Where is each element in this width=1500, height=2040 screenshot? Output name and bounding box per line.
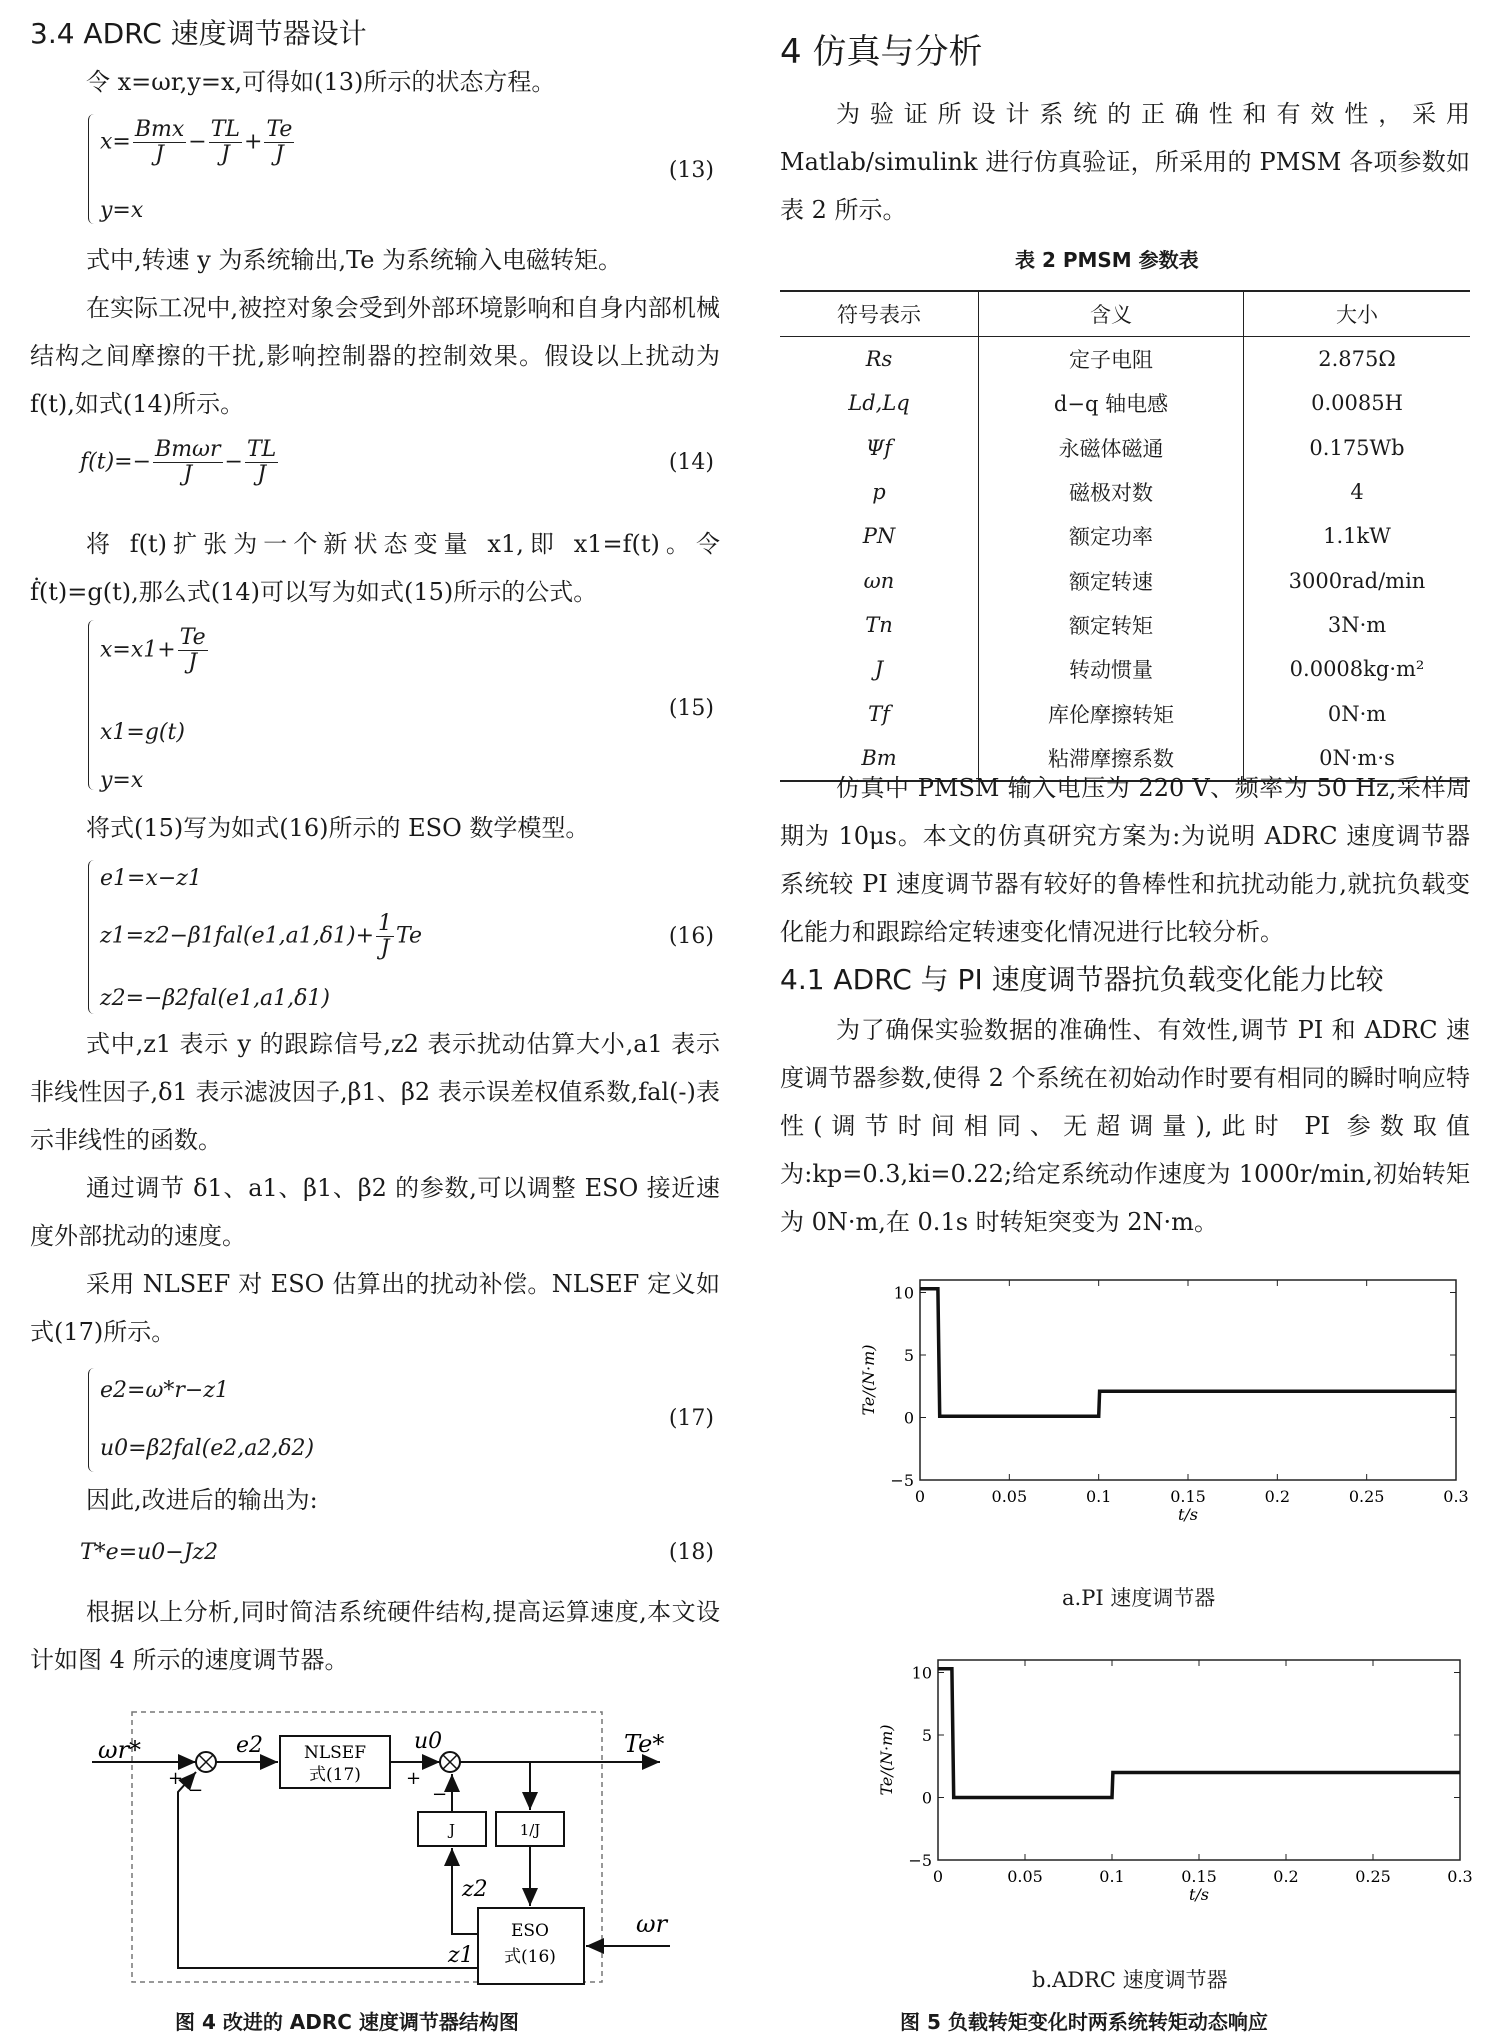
paragraph-9: 因此,改进后的输出为: <box>86 1486 318 1514</box>
fig4-eso-block <box>478 1908 584 1984</box>
fig4-z1-label: z1 <box>448 1943 474 1968</box>
y-tick-label: 0 <box>921 1788 932 1808</box>
fig5-caption: 图 5 负载转矩变化时两系统转矩动态响应 <box>900 2010 1268 2034</box>
paragraph-7: 通过调节 δ1、a1、β1、β2 的参数,可以调整 ESO 接近速度外部扰动的速度。 <box>30 1174 720 1250</box>
svg-text:NLSEF: NLSEF <box>303 1743 367 1763</box>
y-tick-label: 5 <box>903 1346 914 1365</box>
table-row: Rs 定子电阻 2.875Ω <box>780 337 1470 382</box>
x-axis-label: t/s <box>1177 1505 1199 1524</box>
pmsm-param-table <box>780 290 1470 782</box>
x-tick-label: 0.2 <box>1273 1867 1299 1886</box>
paragraph-4: 将 f(t)扩张为一个新状态变量 x1,即 x1=f(t)。令 ḟ(t)=g(t),那么式(14)可以写为如式(15)所示的公式。 <box>30 530 720 606</box>
x-tick-label: 0.1 <box>1085 1487 1112 1506</box>
fig5b-chart <box>820 1646 1473 1946</box>
svg-text:−: − <box>432 1784 448 1805</box>
table-row: Tf 库伦摩擦转矩 0N·m <box>780 691 1470 735</box>
svg-text:+: + <box>406 1768 422 1789</box>
paragraph-3: 在实际工况中,被控对象会受到外部环境影响和自身内部机械结构之间摩擦的干扰,影响控制器的控制效果。假设以上扰动为 f(t),如式(14)所示。 <box>30 294 720 418</box>
table-header-symbol: 符号表示 <box>780 291 979 337</box>
x-tick-label: 0.15 <box>1170 1487 1206 1506</box>
table-row: p 磁极对数 4 <box>780 470 1470 514</box>
x-axis-label: t/s <box>1188 1885 1210 1904</box>
plot-area <box>920 1280 1456 1480</box>
table-row: Ψf 永磁体磁通 0.175Wb <box>780 426 1470 470</box>
y-axis-label: Te/(N·m) <box>859 1344 878 1416</box>
paragraph-10: 根据以上分析,同时简洁系统硬件结构,提高运算速度,本文设计如图 4 所示的速度调节器。 <box>30 1598 720 1674</box>
x-tick-label: 0.15 <box>1181 1867 1217 1886</box>
paragraph-r2: 仿真中 PMSM 输入电压为 220 V、频率为 50 Hz,采样周期为 10μs。本文的仿真研究方案为:为说明 ADRC 速度调节器系统较 PI 速度调节器有较好的鲁棒性和抗扰动能力,就抗负载变化能力和跟踪给定转速变化情况进行比较分析。 <box>780 774 1470 946</box>
section-heading-4: 4 仿真与分析 <box>780 32 983 72</box>
y-tick-label: 10 <box>911 1663 932 1683</box>
y-tick-label: −5 <box>908 1851 932 1870</box>
x-tick-label: 0.25 <box>1355 1867 1391 1886</box>
paragraph-r1: 为验证所设计系统的正确性和有效性，采用 Matlab/simulink 进行仿真验证，所采用的 PMSM 各项参数如表 2 所示。 <box>780 100 1470 224</box>
fig4-wr-label: ωr <box>636 1910 668 1938</box>
table-row: J 转动惯量 0.0008kg·m² <box>780 647 1470 691</box>
table-row: Ld,Lq d−q 轴电感 0.0085H <box>780 381 1470 425</box>
table-header-meaning: 含义 <box>979 291 1244 337</box>
paragraph-8: 采用 NLSEF 对 ESO 估算出的扰动补偿。NLSEF 定义如式(17)所示。 <box>30 1270 720 1346</box>
fig4-e2-label: e2 <box>236 1733 264 1758</box>
fig5a-chart <box>820 1266 1470 1566</box>
svg-text:1/J: 1/J <box>519 1821 541 1839</box>
svg-text:式(17): 式(17) <box>309 1765 361 1785</box>
fig5b-caption: b.ADRC 速度调节器 <box>1032 1968 1228 1992</box>
x-tick-label: 0.3 <box>1447 1867 1473 1886</box>
x-tick-label: 0 <box>932 1867 944 1886</box>
fig4-input-label: ωr* <box>98 1736 142 1764</box>
x-tick-label: 0.1 <box>1099 1867 1125 1886</box>
table-row: ωn 额定转速 3000rad/min <box>780 558 1470 602</box>
y-tick-label: 10 <box>893 1283 914 1303</box>
fig4-caption: 图 4 改进的 ADRC 速度调节器结构图 <box>175 2010 519 2034</box>
fig4-block-diagram <box>30 1700 720 2000</box>
svg-text:−: − <box>188 1780 204 1801</box>
section-heading-3-4: 3.4 ADRC 速度调节器设计 <box>30 17 367 50</box>
table2-caption: 表 2 PMSM 参数表 <box>1015 248 1199 272</box>
svg-text:式(16): 式(16) <box>504 1947 556 1967</box>
y-tick-label: 5 <box>921 1726 932 1745</box>
y-tick-label: −5 <box>890 1471 914 1490</box>
fig4-u0-label: u0 <box>414 1729 443 1754</box>
y-axis-label: Te/(N·m) <box>877 1724 896 1796</box>
fig4-z2-label: z2 <box>462 1877 488 1902</box>
svg-text:J: J <box>448 1821 456 1839</box>
paragraph-2: 式中,转速 y 为系统输出,Te 为系统输入电磁转矩。 <box>86 246 623 274</box>
svg-text:ESO: ESO <box>511 1921 549 1941</box>
x-tick-label: 0 <box>914 1487 926 1506</box>
paragraph-6: 式中,z1 表示 y 的跟踪信号,z2 表示扰动估算大小,a1 表示非线性因子,δ1 表示滤波因子,β1、β2 表示误差权值系数,fal(-)表示非线性的函数。 <box>30 1030 720 1154</box>
table-header-value: 大小 <box>1244 291 1471 337</box>
table-row: Bm 粘滞摩擦系数 0N·m·s <box>780 736 1470 781</box>
section-heading-4-1: 4.1 ADRC 与 PI 速度调节器抗负载变化能力比较 <box>780 963 1384 996</box>
paragraph-1: 令 x=ωr,y=x,可得如(13)所示的状态方程。 <box>86 68 556 96</box>
table-row: Tn 额定转矩 3N·m <box>780 603 1470 647</box>
x-tick-label: 0.3 <box>1443 1487 1469 1506</box>
x-tick-label: 0.05 <box>991 1487 1028 1506</box>
fig5a-caption: a.PI 速度调节器 <box>1062 1586 1216 1610</box>
paragraph-r3: 为了确保实验数据的准确性、有效性,调节 PI 和 ADRC 速度调节器参数,使得 2 个系统在初始动作时要有相同的瞬时响应特性(调节时间相同、无超调量),此时 PI 参数取值为:kp=0.3,ki=0.22;给定系统动作速度为 1000r/min,初始转矩为 0N·m,在 0.1s 时转矩突变为 2N·m。 <box>780 1016 1470 1236</box>
x-tick-label: 0.25 <box>1348 1487 1385 1506</box>
plot-area <box>938 1660 1460 1860</box>
x-tick-label: 0.05 <box>1007 1867 1043 1886</box>
svg-text:+: + <box>168 1768 184 1789</box>
table-row: PN 额定功率 1.1kW <box>780 514 1470 558</box>
paragraph-5: 将式(15)写为如式(16)所示的 ESO 数学模型。 <box>86 814 590 842</box>
fig4-output-label: Te* <box>624 1730 665 1758</box>
y-tick-label: 0 <box>903 1408 914 1428</box>
x-tick-label: 0.2 <box>1264 1487 1291 1506</box>
